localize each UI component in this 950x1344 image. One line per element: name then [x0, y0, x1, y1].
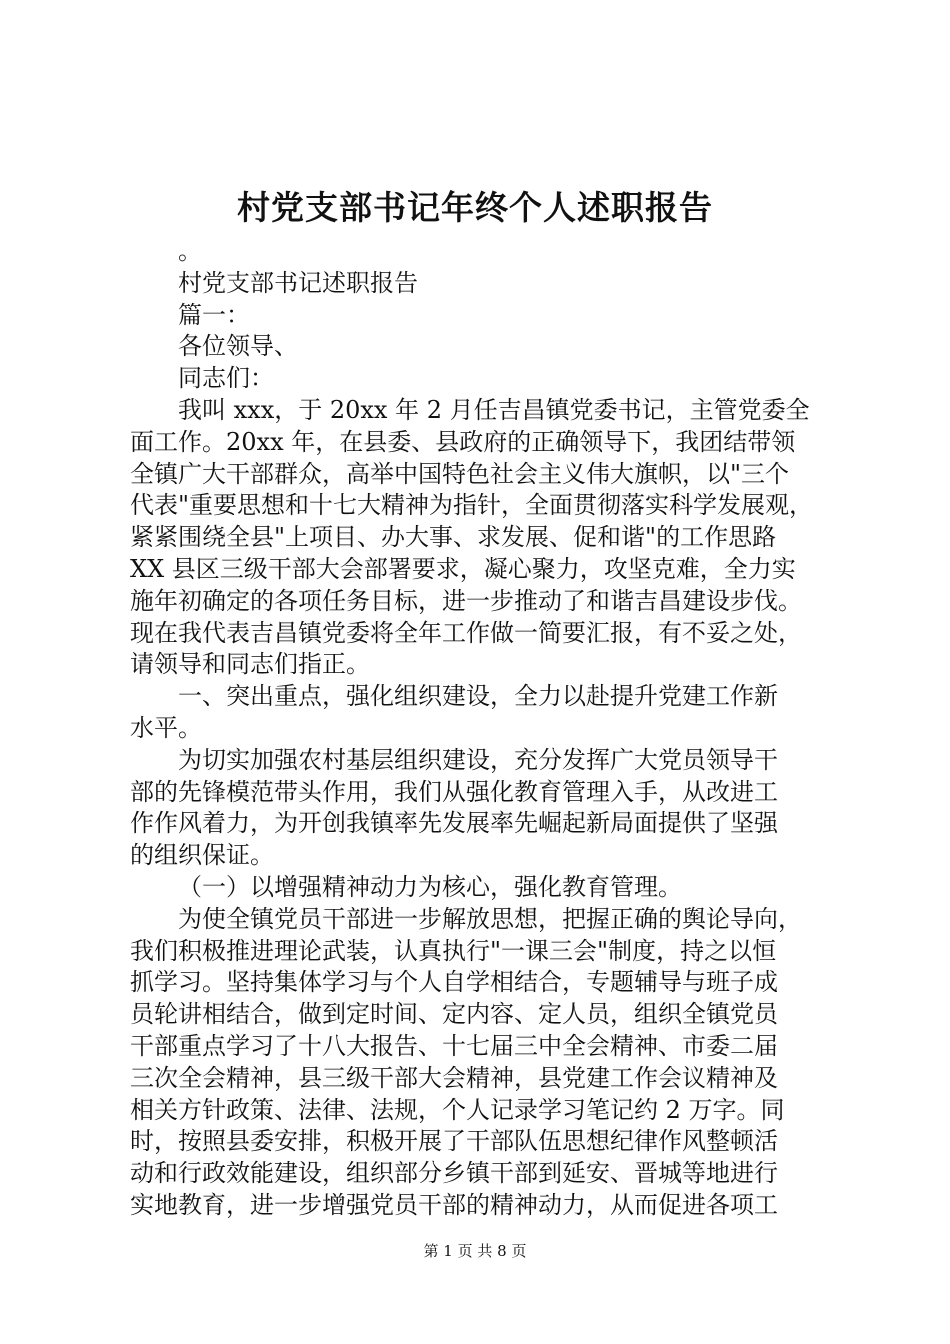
document-title: 村党支部书记年终个人述职报告 — [237, 188, 713, 227]
body-line: XX 县区三级干部大会部署要求，凝心聚力，攻坚克难，全力实 — [130, 554, 796, 583]
body-line: 一、突出重点，强化组织建设，全力以赴提升党建工作新 — [178, 682, 778, 711]
body-line: 代表"重要思想和十七大精神为指针，全面贯彻落实科学发展观， — [130, 491, 814, 520]
body-line: 为切实加强农村基层组织建设，充分发挥广大党员领导干 — [178, 745, 778, 774]
body-line: 部的先锋模范带头作用，我们从强化教育管理入手，从改进工 — [130, 777, 778, 806]
body-line: 员轮讲相结合，做到定时间、定内容、定人员，组织全镇党员 — [130, 1000, 778, 1029]
body-line: 作作风着力，为开创我镇率先发展率先崛起新局面提供了坚强 — [130, 809, 778, 838]
body-line: 全镇广大干部群众，高举中国特色社会主义伟大旗帜，以"三个 — [130, 459, 790, 488]
body-line: 村党支部书记述职报告 — [178, 268, 418, 297]
document-body — [130, 236, 830, 1222]
body-line: （一）以增强精神动力为核心，强化教育管理。 — [178, 872, 682, 901]
body-line: 干部重点学习了十八大报告、十七届三中全会精神、市委二届 — [130, 1031, 778, 1060]
page-footer: 第 1 页 共 8 页 — [423, 1242, 527, 1260]
body-line: 实地教育，进一步增强党员干部的精神动力，从而促进各项工 — [130, 1190, 778, 1219]
body-line: 各位领导、 — [178, 332, 298, 361]
body-line: 我们积极推进理论武装，认真执行"一课三会"制度，持之以恒 — [130, 936, 777, 965]
body-line: 现在我代表吉昌镇党委将全年工作做一简要汇报，有不妥之处， — [130, 618, 802, 647]
body-line: 为使全镇党员干部进一步解放思想，把握正确的舆论导向， — [178, 904, 802, 933]
body-line: 紧紧围绕全县"上项目、办大事、求发展、促和谐"的工作思路 — [130, 523, 777, 552]
body-line: 。 — [178, 237, 202, 265]
body-line: 的组织保证。 — [130, 841, 274, 870]
body-line: 抓学习。坚持集体学习与个人自学相结合，专题辅导与班子成 — [130, 968, 778, 997]
body-line: 同志们： — [178, 364, 274, 393]
body-line: 请领导和同志们指正。 — [130, 650, 370, 679]
body-line: 面工作。20xx 年，在县委、县政府的正确领导下，我团结带领 — [130, 427, 796, 456]
body-line: 水平。 — [130, 713, 202, 742]
body-line: 篇一： — [178, 300, 250, 329]
body-line: 动和行政效能建设，组织部分乡镇干部到延安、晋城等地进行 — [130, 1159, 778, 1188]
body-line: 施年初确定的各项任务目标，进一步推动了和谐吉昌建设步伐。 — [130, 586, 802, 615]
body-line: 我叫 xxx，于 20xx 年 2 月任吉昌镇党委书记，主管党委全 — [178, 395, 810, 424]
body-line: 相关方针政策、法律、法规，个人记录学习笔记约 2 万字。同 — [130, 1095, 785, 1124]
body-line: 三次全会精神，县三级干部大会精神，县党建工作会议精神及 — [130, 1063, 778, 1092]
body-line: 时，按照县委安排，积极开展了干部队伍思想纪律作风整顿活 — [130, 1127, 778, 1156]
